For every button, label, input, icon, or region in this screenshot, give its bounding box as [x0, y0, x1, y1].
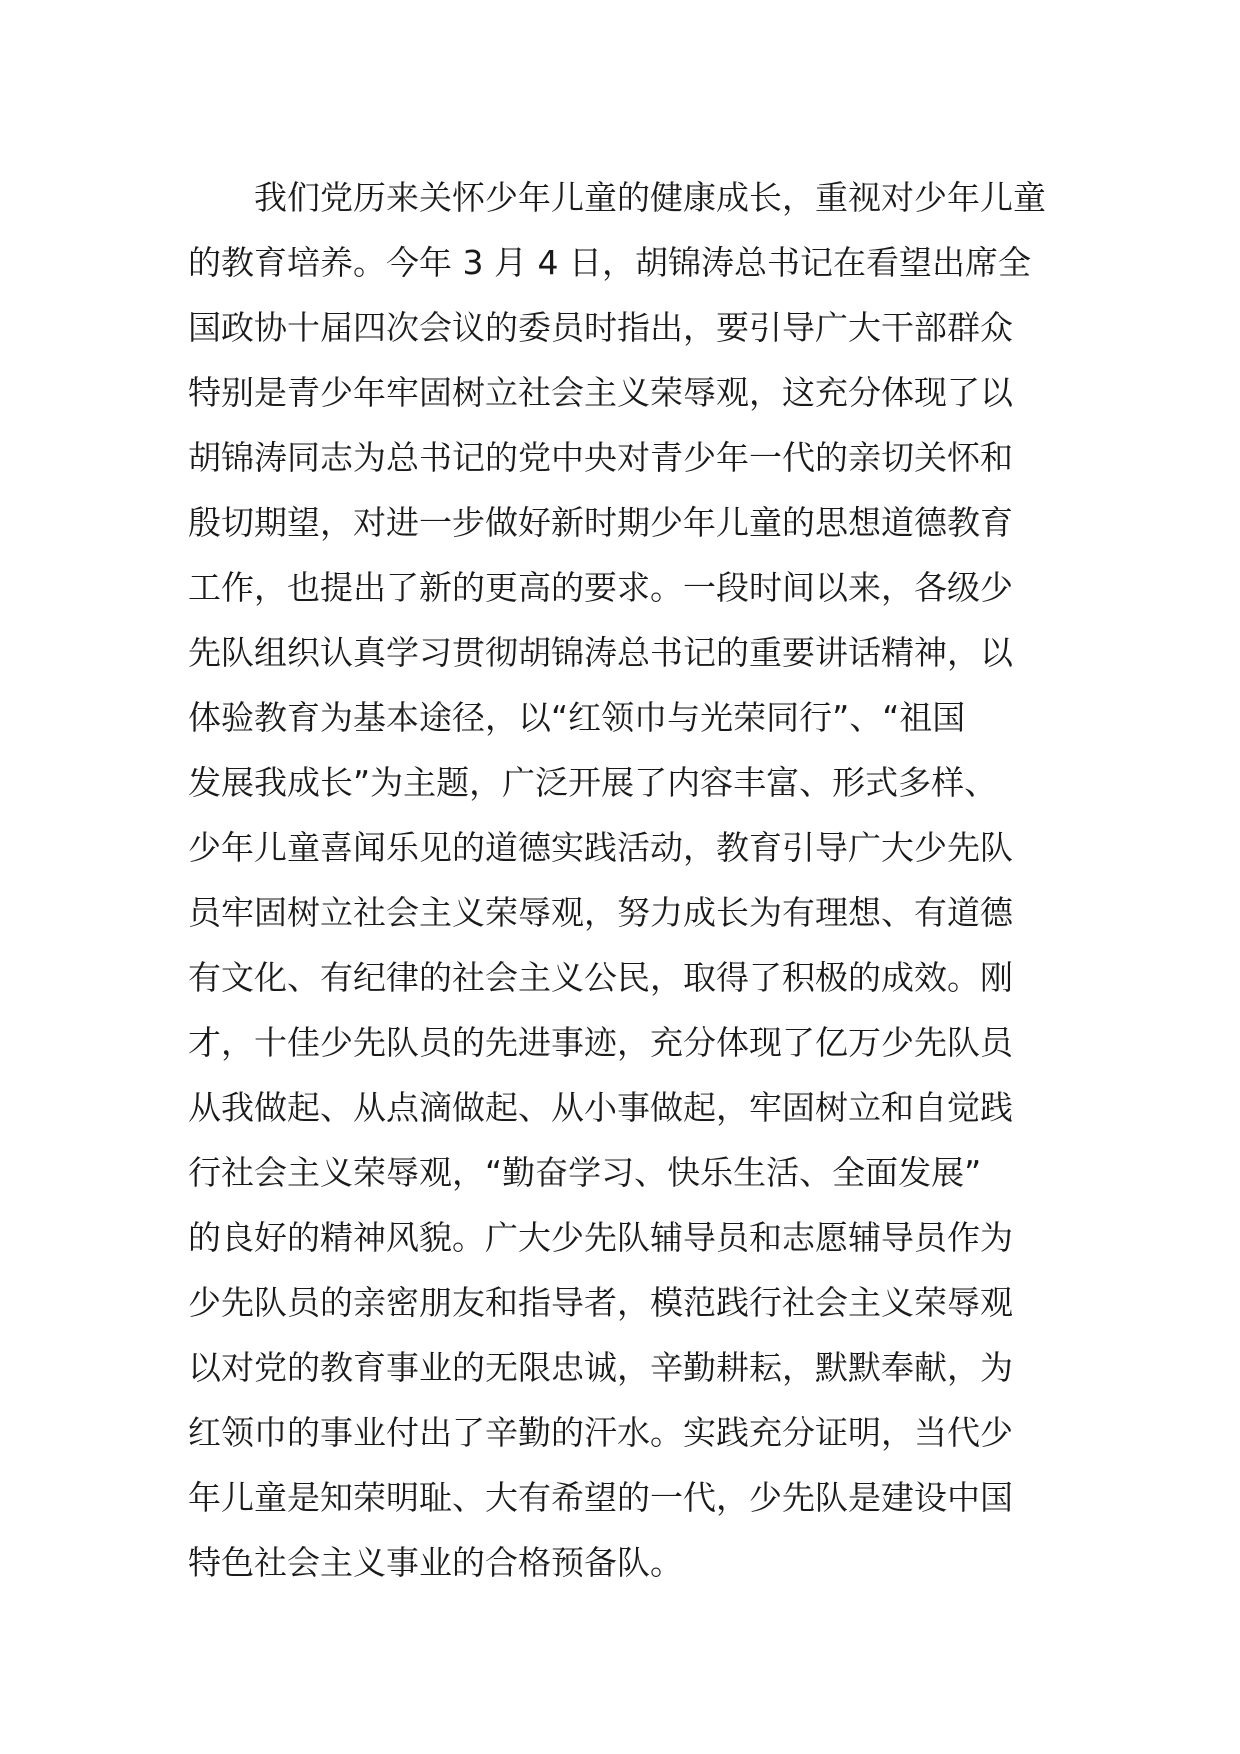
paragraph-line: 年儿童是知荣明耻、大有希望的一代，少先队是建设中国	[188, 1478, 1013, 1517]
paragraph-line: 发展我成长”为主题，广泛开展了内容丰富、形式多样、	[188, 763, 998, 802]
paragraph-line: 殷切期望，对进一步做好新时期少年儿童的思想道德教育	[188, 503, 1013, 542]
body-paragraph	[188, 165, 1058, 1595]
paragraph-line: 少年儿童喜闻乐见的道德实践活动，教育引导广大少先队	[188, 828, 1013, 867]
paragraph-line: 特色社会主义事业的合格预备队。	[188, 1543, 683, 1582]
paragraph-line: 少先队员的亲密朋友和指导者，模范践行社会主义荣辱观	[188, 1283, 1013, 1322]
paragraph-line: 国政协十届四次会议的委员时指出，要引导广大干部群众	[188, 308, 1013, 347]
paragraph-line: 体验教育为基本途径，以“红领巾与光荣同行”、“祖国	[188, 698, 966, 737]
paragraph-line: 的教育培养。今年 3 月 4 日，胡锦涛总书记在看望出席全	[188, 243, 1031, 282]
paragraph-line: 胡锦涛同志为总书记的党中央对青少年一代的亲切关怀和	[188, 438, 1013, 477]
paragraph-line: 我们党历来关怀少年儿童的健康成长，重视对少年儿童	[188, 178, 1046, 217]
paragraph-line: 特别是青少年牢固树立社会主义荣辱观，这充分体现了以	[188, 373, 1013, 412]
paragraph-line: 才，十佳少先队员的先进事迹，充分体现了亿万少先队员	[188, 1023, 1013, 1062]
paragraph-line: 行社会主义荣辱观，“勤奋学习、快乐生活、全面发展”	[188, 1153, 982, 1192]
paragraph-line: 员牢固树立社会主义荣辱观，努力成长为有理想、有道德	[188, 893, 1013, 932]
paragraph-line: 以对党的教育事业的无限忠诚，辛勤耕耘，默默奉献，为	[188, 1348, 1013, 1387]
paragraph-line: 工作，也提出了新的更高的要求。一段时间以来，各级少	[188, 568, 1013, 607]
paragraph-line: 红领巾的事业付出了辛勤的汗水。实践充分证明，当代少	[188, 1413, 1013, 1452]
paragraph-line: 有文化、有纪律的社会主义公民，取得了积极的成效。刚	[188, 958, 1013, 997]
paragraph-line: 的良好的精神风貌。广大少先队辅导员和志愿辅导员作为	[188, 1218, 1013, 1257]
paragraph-line: 从我做起、从点滴做起、从小事做起，牢固树立和自觉践	[188, 1088, 1013, 1127]
paragraph-line: 先队组织认真学习贯彻胡锦涛总书记的重要讲话精神，以	[188, 633, 1013, 672]
